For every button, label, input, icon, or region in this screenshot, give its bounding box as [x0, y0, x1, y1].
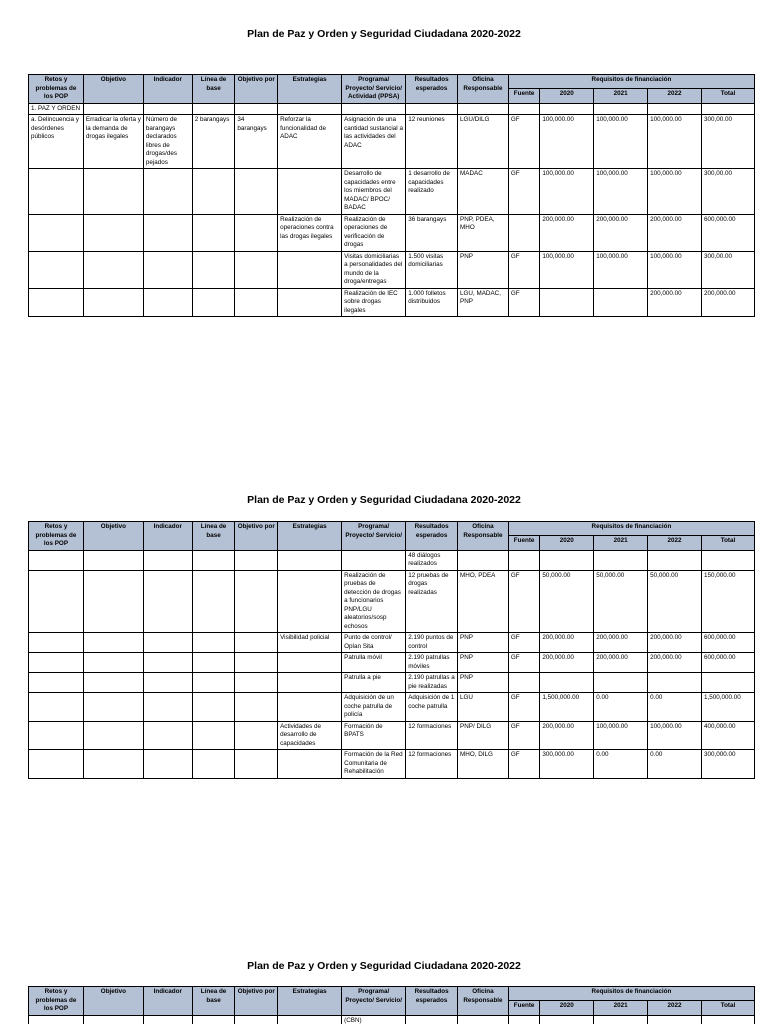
table-cell	[29, 288, 84, 317]
table-cell: 100,000.00	[540, 169, 594, 215]
table-cell	[458, 550, 509, 570]
table-cell: 50,000.00	[540, 570, 594, 633]
table-cell	[192, 653, 235, 673]
header-retos: Retos y problemas de los POP	[29, 522, 84, 551]
table-cell	[83, 653, 143, 673]
table-cell	[702, 550, 755, 570]
table-cell	[702, 103, 755, 115]
table-cell: (CBN)	[342, 1015, 406, 1024]
table-cell	[29, 633, 84, 653]
table-cell	[594, 673, 648, 693]
table-row	[29, 570, 755, 633]
table-cell: MHO, PDEA	[458, 570, 509, 633]
table-cell	[702, 673, 755, 693]
header-objetivo-por: Objetivo por	[235, 75, 278, 104]
table-cell: 100,000.00	[540, 251, 594, 288]
table-cell	[235, 169, 278, 215]
table-cell	[594, 288, 648, 317]
plan-table	[28, 74, 755, 317]
table-row	[29, 103, 755, 115]
table-cell: 200,000.00	[594, 214, 648, 251]
table-cell: 50,000.00	[594, 570, 648, 633]
table-cell	[29, 693, 84, 722]
header-objetivo-por: Objetivo por	[235, 987, 278, 1016]
table-cell	[540, 550, 594, 570]
table-cell	[192, 721, 235, 750]
table-cell	[235, 214, 278, 251]
table-row	[29, 169, 755, 215]
table-cell: 150,000.00	[702, 570, 755, 633]
table-cell	[278, 693, 342, 722]
table-cell	[278, 251, 342, 288]
table-cell: Patrulla móvil	[342, 653, 406, 673]
table-cell: 200,000.00	[648, 653, 702, 673]
table-cell: 36 barangays	[406, 214, 458, 251]
table-cell	[143, 693, 192, 722]
table-cell	[29, 721, 84, 750]
table-cell: 100,000.00	[594, 169, 648, 215]
table-cell	[540, 673, 594, 693]
table-cell	[143, 570, 192, 633]
table-cell	[192, 288, 235, 317]
table-cell	[508, 103, 540, 115]
header-programa: Programa/ Proyecto/ Servicio/ Actividad (PPSA)	[342, 75, 406, 104]
table-cell	[143, 673, 192, 693]
table-cell: PNP/ DILG	[458, 721, 509, 750]
table-cell: Formación de la Red Comunitaria de Rehabilitación	[342, 750, 406, 779]
table-cell	[278, 103, 342, 115]
table-cell	[235, 288, 278, 317]
table-cell	[192, 550, 235, 570]
table-cell: Número de barangays declarados libres de drogas/des pejados	[143, 115, 192, 169]
table-cell	[192, 673, 235, 693]
table-row	[29, 673, 755, 693]
table-cell: Asignación de una cantidad sustancial a las actividades del ADAC	[342, 115, 406, 169]
table-cell	[83, 103, 143, 115]
table-cell: 100,000.00	[648, 721, 702, 750]
table-row	[29, 721, 755, 750]
table-cell: Adquisición de 1 coche patrulla	[406, 693, 458, 722]
table-cell: 2.190 patrullas móviles	[406, 653, 458, 673]
table-cell	[29, 673, 84, 693]
table-cell	[83, 721, 143, 750]
table-cell	[143, 251, 192, 288]
table-row	[29, 115, 755, 169]
table-cell	[192, 214, 235, 251]
table-cell: 1 desarrollo de capacidades realizado	[406, 169, 458, 215]
header-2022: 2022	[648, 1001, 702, 1015]
page-title: Plan de Paz y Orden y Seguridad Ciudadana 2020-2022	[247, 494, 521, 506]
table-row	[29, 251, 755, 288]
header-total: Total	[702, 1001, 755, 1015]
table-cell: LGU/DILG	[458, 115, 509, 169]
header-2022: 2022	[648, 89, 702, 103]
table-cell	[29, 214, 84, 251]
table-cell	[235, 550, 278, 570]
table-cell: GF	[508, 251, 540, 288]
table-cell: 100,000.00	[648, 115, 702, 169]
table-cell	[143, 169, 192, 215]
table-cell	[342, 550, 406, 570]
table-cell	[278, 288, 342, 317]
table-cell	[278, 550, 342, 570]
table-cell: 300,00.00	[702, 251, 755, 288]
table-cell	[648, 550, 702, 570]
header-oficina: Oficina Responsable	[458, 75, 509, 104]
table-cell	[143, 288, 192, 317]
table-cell: 2 barangays	[192, 115, 235, 169]
table-row	[29, 288, 755, 317]
table-cell	[29, 169, 84, 215]
table-cell	[235, 721, 278, 750]
table-cell: LGU	[458, 693, 509, 722]
table-cell	[143, 214, 192, 251]
table-cell: 300,00.00	[702, 169, 755, 215]
header-resultados: Resultados esperados	[406, 987, 458, 1016]
table-cell: GF	[508, 169, 540, 215]
page-title: Plan de Paz y Orden y Seguridad Ciudadana 2020-2022	[247, 28, 521, 40]
table-cell	[235, 750, 278, 779]
table-cell	[235, 103, 278, 115]
header-estrategias: Estrategias	[278, 987, 342, 1016]
table-cell: 0.00	[594, 750, 648, 779]
table-cell: Realización de operaciones de verificación de drogas	[342, 214, 406, 251]
table-cell: 200,000.00	[648, 633, 702, 653]
table-cell: PNP	[458, 653, 509, 673]
table-cell: Formación de BPATS	[342, 721, 406, 750]
table-cell: 0.00	[648, 750, 702, 779]
header-2020: 2020	[540, 89, 594, 103]
table-cell: MADAC	[458, 169, 509, 215]
table-cell	[235, 673, 278, 693]
table-cell	[83, 169, 143, 215]
table-cell	[192, 633, 235, 653]
table-cell	[143, 750, 192, 779]
header-fuente: Fuente	[508, 1001, 540, 1015]
table-cell: GF	[508, 653, 540, 673]
table-cell	[235, 633, 278, 653]
table-cell	[540, 288, 594, 317]
table-cell: 48 diálogos realizados	[406, 550, 458, 570]
table-cell: 200,000.00	[648, 288, 702, 317]
table-cell: Visibilidad policial	[278, 633, 342, 653]
plan-table	[28, 521, 755, 779]
table-cell: 1.500 visitas domiciliarias	[406, 251, 458, 288]
table-cell	[83, 288, 143, 317]
table-cell: GF	[508, 115, 540, 169]
table-cell	[83, 693, 143, 722]
table-cell: Realización de IEC sobre drogas ilegales	[342, 288, 406, 317]
table-cell	[143, 653, 192, 673]
header-total: Total	[702, 536, 755, 550]
table-cell: 200,000.00	[540, 633, 594, 653]
table-cell: 300,000.00	[540, 750, 594, 779]
table-cell: PNP	[458, 251, 509, 288]
table-cell: 300,000.00	[702, 750, 755, 779]
table-row	[29, 750, 755, 779]
table-cell	[83, 633, 143, 653]
table-cell: Realización de pruebas de detección de drogas a funcionarios PNP/LGU aleatorios/sosp echosos	[342, 570, 406, 633]
table-cell: LGU, MADAC, PNP	[458, 288, 509, 317]
header-2021: 2021	[594, 89, 648, 103]
table-cell	[508, 550, 540, 570]
table-cell	[192, 169, 235, 215]
table-cell: 600,000.00	[702, 214, 755, 251]
table-cell: Adquisición de un coche patrulla de policía	[342, 693, 406, 722]
table-cell: 0.00	[594, 693, 648, 722]
table-cell: Reforzar la funcionalidad de ADAC	[278, 115, 342, 169]
table-cell	[342, 103, 406, 115]
header-indicador: Indicador	[143, 522, 192, 551]
table-cell	[278, 169, 342, 215]
table-cell	[83, 673, 143, 693]
table-cell	[648, 103, 702, 115]
table-cell	[278, 570, 342, 633]
table-cell: Patrulla a pie	[342, 673, 406, 693]
plan-table	[28, 986, 755, 1024]
table-cell: MHO, DILG	[458, 750, 509, 779]
table-cell: 2.190 patrullas a pie realizadas	[406, 673, 458, 693]
table-cell: Realización de operaciones contra las drogas ilegales	[278, 214, 342, 251]
table-cell: Punto de control/ Oplan Sita	[342, 633, 406, 653]
page-3-clip	[0, 986, 768, 1024]
header-2022: 2022	[648, 536, 702, 550]
table-cell: 300,00.00	[702, 115, 755, 169]
header-total: Total	[702, 89, 755, 103]
table-cell: PNP	[458, 673, 509, 693]
table-cell: 12 formaciones	[406, 721, 458, 750]
table-cell: Desarrollo de capacidades entre los miembros del MADAC/ BPOC/ BADAC	[342, 169, 406, 215]
table-cell: GF	[508, 721, 540, 750]
header-estrategias: Estrategias	[278, 522, 342, 551]
table-cell	[29, 570, 84, 633]
table-cell: PNP, PDEA, MHO	[458, 214, 509, 251]
table-cell: 12 reuniones	[406, 115, 458, 169]
table-cell	[235, 693, 278, 722]
table-cell: 200,000.00	[594, 633, 648, 653]
table-cell: 1.000 folletos distribuidos	[406, 288, 458, 317]
header-2021: 2021	[594, 536, 648, 550]
table-cell	[83, 214, 143, 251]
header-programa: Programa/ Proyecto/ Servicio/	[342, 522, 406, 551]
header-retos: Retos y problemas de los POP	[29, 75, 84, 104]
header-2021: 2021	[594, 1001, 648, 1015]
table-cell: 0.00	[648, 693, 702, 722]
header-2020: 2020	[540, 1001, 594, 1015]
table-cell	[540, 103, 594, 115]
header-fuente: Fuente	[508, 89, 540, 103]
header-objetivo: Objetivo	[83, 987, 143, 1016]
table-cell: 2.190 puntos de control	[406, 633, 458, 653]
table-cell: 50,000.00	[648, 570, 702, 633]
table-cell	[278, 750, 342, 779]
table-cell: Visitas domiciliarias a personalidades del mundo de la droga/entregas	[342, 251, 406, 288]
table-cell: 600,000.00	[702, 653, 755, 673]
table-cell	[235, 570, 278, 633]
table-cell	[594, 550, 648, 570]
table-cell	[192, 750, 235, 779]
table-cell: GF	[508, 693, 540, 722]
header-objetivo-por: Objetivo por	[235, 522, 278, 551]
table-cell: 200,000.00	[540, 653, 594, 673]
table-cell	[235, 653, 278, 673]
table-cell: 200,000.00	[594, 653, 648, 673]
header-requisitos: Requisitos de financiación	[508, 75, 754, 89]
header-linea-base: Línea de base	[192, 987, 235, 1016]
page-title: Plan de Paz y Orden y Seguridad Ciudadana 2020-2022	[247, 960, 521, 972]
table-cell	[143, 103, 192, 115]
table-cell: 100,000.00	[594, 721, 648, 750]
header-oficina: Oficina Responsable	[458, 522, 509, 551]
header-resultados: Resultados esperados	[406, 75, 458, 104]
table-cell: Erradicar la oferta y la demanda de drogas ilegales	[83, 115, 143, 169]
table-cell	[594, 103, 648, 115]
header-linea-base: Línea de base	[192, 522, 235, 551]
header-indicador: Indicador	[143, 75, 192, 104]
table-cell: 200,000.00	[540, 721, 594, 750]
table-cell: GF	[508, 750, 540, 779]
table-cell	[192, 251, 235, 288]
table-cell	[83, 550, 143, 570]
table-cell: 12 pruebas de drogas realizadas	[406, 570, 458, 633]
table-cell	[508, 673, 540, 693]
header-fuente: Fuente	[508, 536, 540, 550]
table-cell: 34 barangays	[235, 115, 278, 169]
header-linea-base: Línea de base	[192, 75, 235, 104]
table-cell: 200,000.00	[540, 214, 594, 251]
table-row	[29, 653, 755, 673]
table-cell: a. Delincuencia y desórdenes públicos	[29, 115, 84, 169]
header-indicador: Indicador	[143, 987, 192, 1016]
table-cell: 100,000.00	[594, 115, 648, 169]
header-2020: 2020	[540, 536, 594, 550]
table-cell	[83, 570, 143, 633]
header-objetivo: Objetivo	[83, 522, 143, 551]
table-cell	[192, 570, 235, 633]
table-cell	[29, 550, 84, 570]
table-cell	[29, 653, 84, 673]
header-requisitos: Requisitos de financiación	[508, 987, 754, 1001]
table-cell	[278, 673, 342, 693]
table-row	[29, 214, 755, 251]
table-cell: PNP	[458, 633, 509, 653]
table-cell	[508, 214, 540, 251]
table-cell: 1,500,000.00	[540, 693, 594, 722]
table-cell	[143, 550, 192, 570]
table-cell	[406, 103, 458, 115]
table-row	[29, 633, 755, 653]
header-requisitos: Requisitos de financiación	[508, 522, 754, 536]
header-estrategias: Estrategias	[278, 75, 342, 104]
table-cell	[83, 750, 143, 779]
table-cell: 600,000.00	[702, 633, 755, 653]
table-cell: 200,000.00	[648, 214, 702, 251]
table-cell	[235, 251, 278, 288]
header-resultados: Resultados esperados	[406, 522, 458, 551]
table-cell: 1,500,000.00	[702, 693, 755, 722]
table-cell	[143, 633, 192, 653]
table-cell	[29, 750, 84, 779]
table-row	[29, 693, 755, 722]
header-objetivo: Objetivo	[83, 75, 143, 104]
table-cell: GF	[508, 633, 540, 653]
table-cell	[278, 653, 342, 673]
table-cell: 100,000.00	[648, 169, 702, 215]
table-cell: 200,000.00	[702, 288, 755, 317]
table-cell: 400,000.00	[702, 721, 755, 750]
table-cell: 1. PAZ Y ORDEN	[29, 103, 84, 115]
table-row	[29, 550, 755, 570]
table-cell	[648, 673, 702, 693]
table-cell	[192, 103, 235, 115]
table-cell	[192, 693, 235, 722]
table-cell	[83, 251, 143, 288]
header-programa: Programa/ Proyecto/ Servicio/	[342, 987, 406, 1016]
table-row	[29, 1015, 755, 1024]
table-cell: 100,000.00	[648, 251, 702, 288]
table-cell	[458, 103, 509, 115]
header-oficina: Oficina Responsable	[458, 987, 509, 1016]
table-cell	[143, 721, 192, 750]
table-cell: GF	[508, 288, 540, 317]
table-cell: 12 formaciones	[406, 750, 458, 779]
table-cell: 100,000.00	[594, 251, 648, 288]
table-cell: 100,000.00	[540, 115, 594, 169]
header-retos: Retos y problemas de los POP	[29, 987, 84, 1016]
table-cell: GF	[508, 570, 540, 633]
table-cell: Actividades de desarrollo de capacidades	[278, 721, 342, 750]
table-cell	[29, 251, 84, 288]
